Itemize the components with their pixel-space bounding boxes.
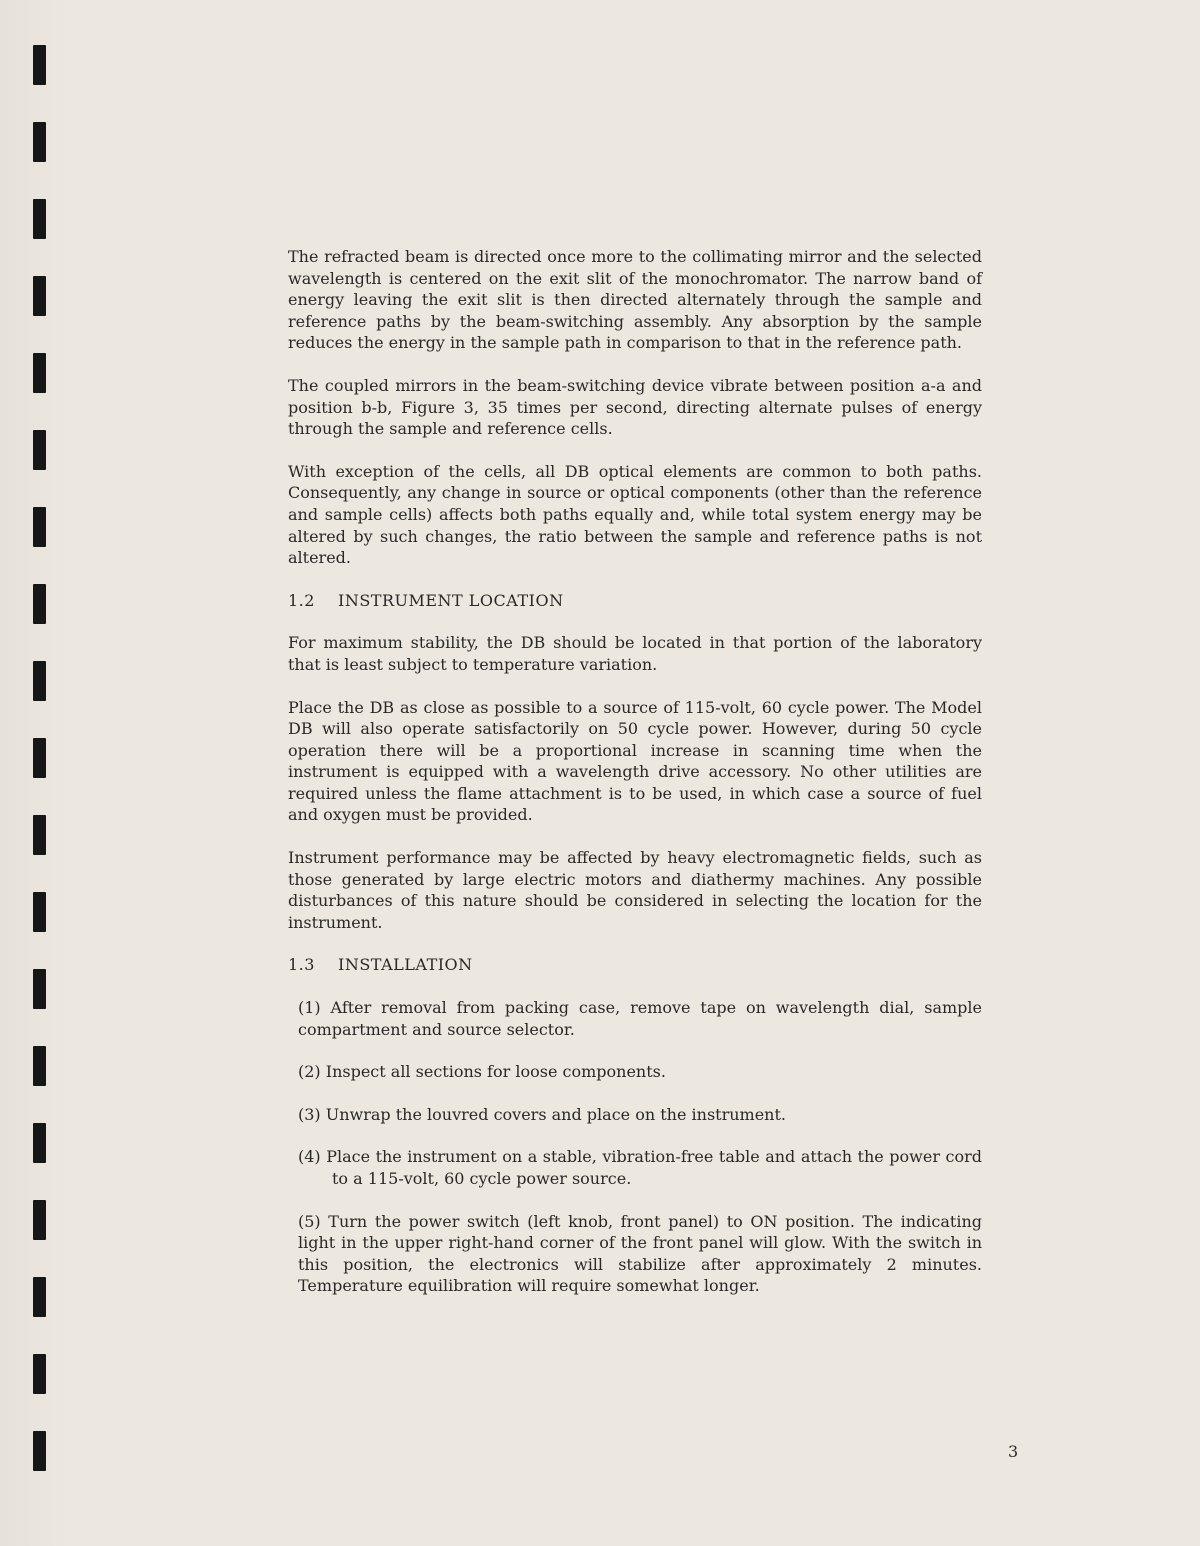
binding-hole (33, 45, 46, 85)
installation-step-3: (3) Unwrap the louvred covers and place on the instrument. (298, 1104, 786, 1124)
installation-step-1: (1) After removal from packing case, remove tape on wavelength dial, sample compartment and source selector. (298, 998, 982, 1039)
binding-hole (33, 122, 46, 162)
installation-steps (288, 997, 982, 1297)
paragraph-power-source: Place the DB as close as possible to a source of 115-volt, 60 cycle power. The Model DB will also operate satisfactorily on 50 cycle power. However, during 50 cycle operation there will be a proportional increase in scanning time when the instrument is equipped with a wavelength drive accessory. No other utilities are required unless the flame attachment is to be used, in which case a source of fuel and oxygen must be provided. (288, 697, 982, 825)
binding-holes (33, 0, 47, 1546)
binding-hole (33, 969, 46, 1009)
body-text (288, 246, 982, 1318)
section-number: 1.3 (288, 955, 315, 975)
binding-hole (33, 1200, 46, 1240)
section-title: INSTRUMENT LOCATION (338, 590, 564, 610)
binding-hole (33, 430, 46, 470)
installation-step-4: (4) Place the instrument on a stable, vibration-free table and attach the power cord to a 115-volt, 60 cycle power source. (298, 1147, 982, 1188)
binding-hole (33, 276, 46, 316)
section-title: INSTALLATION (338, 955, 473, 975)
binding-hole (33, 584, 46, 624)
installation-step-2: (2) Inspect all sections for loose components. (298, 1062, 666, 1082)
binding-hole (33, 1046, 46, 1086)
section-heading-location (288, 590, 982, 612)
paragraph-coupled-mirrors: The coupled mirrors in the beam-switching device vibrate between position a-a and position b-b, Figure 3, 35 times per second, directing alternate pulses of energy through the sample and reference cells. (288, 375, 982, 439)
page-number: 3 (1008, 1442, 1019, 1461)
binding-hole (33, 892, 46, 932)
binding-hole (33, 507, 46, 547)
binding-hole (33, 353, 46, 393)
paragraph-electromagnetic: Instrument performance may be affected by heavy electromagnetic fields, such as those generated by large electric motors and diathermy machines. Any possible disturbances of this nature should be considered in selecting the location for the instrument. (288, 848, 982, 932)
binding-hole (33, 815, 46, 855)
installation-step-5: (5) Turn the power switch (left knob, front panel) to ON position. The indicating light in the upper right-hand corner of the front panel will glow. With the switch in this position, the electronics will stabilize after approximately 2 minutes. Temperature equilibration will require somewhat longer. (298, 1211, 982, 1296)
paragraph-refracted-beam: The refracted beam is directed once more to the collimating mirror and the selected wavelength is centered on the exit slit of the monochromator. The narrow band of energy leaving the exit slit is then directed alternately through the sample and reference paths by the beam-switching assembly. Any absorption by the sample reduces the energy in the sample path in comparison to that in the reference path. (288, 247, 982, 353)
binding-hole (33, 1277, 46, 1317)
binding-hole (33, 199, 46, 239)
paragraph-stability: For maximum stability, the DB should be located in that portion of the laboratory that is least subject to temperature variation. (288, 633, 982, 674)
section-heading-installation (288, 954, 982, 976)
paragraph-optical-elements: With exception of the cells, all DB optical elements are common to both paths. Consequently, any change in source or optical components (other than the reference and sample cells) affects both paths equally and, while total system energy may be altered by such changes, the ratio between the sample and reference paths is not altered. (288, 461, 982, 568)
binding-hole (33, 738, 46, 778)
binding-hole (33, 1123, 46, 1163)
section-number: 1.2 (288, 590, 315, 610)
binding-hole (33, 1431, 46, 1471)
binding-hole (33, 661, 46, 701)
binding-hole (33, 1354, 46, 1394)
